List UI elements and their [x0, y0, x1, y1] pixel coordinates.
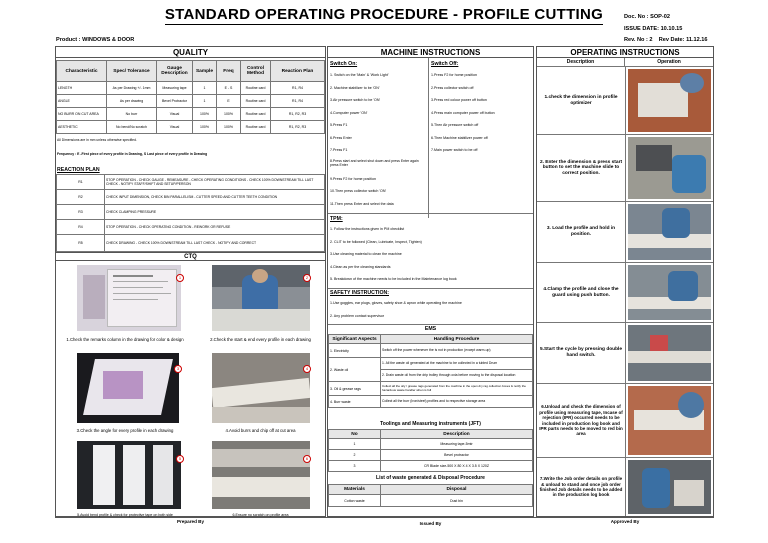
col-aspect: Significant Aspects — [329, 335, 381, 344]
operating-title: OPERATING INSTRUCTIONS — [537, 47, 713, 58]
prepared-by: Prepared By — [176, 519, 205, 524]
ctq-photo-scratch — [212, 441, 310, 509]
list-item: 1. Switch on the 'Main' & 'Work Light' — [330, 73, 389, 77]
col-reaction: Reaction Plan — [271, 61, 325, 82]
cell: 3. Oil & grease rags — [329, 382, 381, 396]
list-item: 6.Then Machine stabilizer power off — [431, 135, 488, 140]
cell: CR Blade size-500 X 80 X 4 X 3.5 X 120Z — [381, 461, 533, 472]
table-row — [329, 495, 533, 507]
ctq-caption-3: 3.Check the angle for every profile in each drawing — [76, 428, 174, 433]
col-control: Control Method — [241, 61, 271, 82]
list-item: 1.Use goggles, ear plugs, gloves, safety shoe & apron while operating the machine — [330, 301, 462, 305]
list-item: 2.Press collector switch off — [431, 85, 474, 90]
col-characteristic: Characteristic — [57, 61, 107, 82]
quality-header-row — [57, 61, 325, 82]
switch-off-list — [431, 69, 532, 157]
cell: Cotton waste — [329, 495, 381, 507]
operation-photo-5 — [628, 325, 711, 381]
col-procedure: Handling Procedure — [381, 335, 533, 344]
operation-photo-6 — [628, 386, 711, 455]
cell: 100% — [217, 108, 241, 121]
list-item: 2. Any problem contact supervisor — [330, 314, 385, 318]
list-item: 4.Computer power 'ON' — [330, 110, 368, 115]
cell: R1, R4 — [271, 82, 325, 95]
table-row — [57, 235, 325, 252]
ems-title: EMS — [328, 324, 533, 334]
list-item: 1. Follow the instructions given in PM checklist — [330, 227, 405, 231]
operating-step-7: 7.Write the Job order details on profile & unload to stand and once job order finished Job details needs to be added in the production log book — [539, 476, 623, 498]
list-item: 3.Press red colour power off button — [431, 98, 487, 102]
col-materials: Materials — [329, 485, 381, 495]
product-label: Product : WINDOWS & DOOR — [56, 37, 135, 43]
cell: As per Drawing +/- 1mm — [107, 82, 157, 95]
list-item: 4.Clean as per the cleaning standards — [330, 264, 391, 269]
table-row — [329, 344, 533, 358]
cell: 1 — [193, 95, 217, 108]
col-disposal: Disposal — [381, 485, 533, 495]
cell: R2 — [57, 190, 105, 205]
page-title: STANDARD OPERATING PROCEDURE - PROFILE CUTTING — [164, 6, 604, 23]
cell: E - S — [217, 82, 241, 95]
cell: 1. Electricity — [329, 344, 381, 358]
quality-table — [56, 60, 325, 134]
operating-panel — [536, 46, 714, 517]
cell: 100% — [193, 108, 217, 121]
tpm-title: TPM: — [330, 216, 343, 222]
table-row — [57, 175, 325, 190]
operation-photo-3 — [628, 204, 711, 260]
reaction-plan-title: REACTION PLAN — [57, 167, 100, 173]
ctq-photo-angle — [77, 353, 179, 423]
cell: CHECK INPUT DIMENSION, CHECK BIN PARALLELISM - CUTTER SPEED AND CUTTER TEETH CONDITION — [105, 190, 325, 205]
cell: CHECK CLAMPING PRESSURE — [105, 205, 325, 220]
ctq-caption-5: 5.Avoid bend profile & check for protective tape on both side — [77, 513, 173, 517]
ctq-badge-5: 5 — [176, 455, 184, 463]
revision-info: Rev. No : 2 Rev Date: 11.12.16 — [624, 37, 708, 43]
machine-title: MACHINE INSTRUCTIONS — [328, 47, 533, 58]
ctq-title: CTQ — [56, 252, 325, 261]
cell: No bend/No scratch — [107, 121, 157, 134]
cell: CHECK DRAWING - CHECK 100% DOWNSTREAM TILL LAST CHECK - NOTIFY AND CORRECT — [105, 235, 325, 252]
ctq-caption-4: 4.Avoid burrs and chip off at cut area — [225, 428, 296, 433]
cell: LENGTH — [57, 82, 107, 95]
approved-by: Approved By — [610, 519, 640, 524]
ctq-photo-burr — [212, 353, 310, 423]
ctq-photo-drawing — [77, 265, 181, 331]
operating-step-3: 3. Load the profile and hold in position. — [546, 226, 616, 237]
col-spec: Spec/ Tolerance — [107, 61, 157, 82]
table-row — [329, 439, 533, 450]
ctq-caption-1: 1.Check the remarks column in the drawing for color & design — [66, 337, 184, 342]
cell: R1, R4 — [271, 95, 325, 108]
cell: Dust bin — [381, 495, 533, 507]
ctq-photo-protective-tape — [77, 441, 181, 509]
list-item: 5.Then Air pressure switch off — [431, 123, 479, 127]
cell: Routine card — [241, 121, 271, 134]
col-sample: Sample — [193, 61, 217, 82]
table-row — [329, 450, 533, 461]
cell: Measuring tape — [157, 82, 193, 95]
list-item: 8.Press start and select shut down and press Enter again press Enter — [330, 158, 419, 167]
ctq-badge-4: 4 — [303, 365, 311, 373]
cell: 4. Burr waste — [329, 396, 381, 408]
issued-by: Issued By — [419, 521, 442, 526]
col-description: Description — [381, 430, 533, 439]
table-row — [57, 95, 325, 108]
operation-photo-2 — [628, 137, 711, 199]
switch-on-list — [330, 69, 427, 210]
tools-header-row — [329, 430, 533, 439]
list-item: 3.Air pressure switch to be 'ON' — [330, 98, 381, 102]
safety-title: SAFETY INSTRUCTION: — [330, 290, 389, 296]
cell: Bevel Protractor — [157, 95, 193, 108]
cell: No burr — [107, 108, 157, 121]
table-row — [57, 82, 325, 95]
table-row — [329, 461, 533, 472]
col-operation-header: Operation — [625, 58, 713, 67]
cell: 100% — [193, 121, 217, 134]
col-description-header: Description — [537, 58, 625, 67]
cell: E — [217, 95, 241, 108]
ctq-badge-3: 3 — [174, 365, 182, 373]
table-row — [57, 108, 325, 121]
operating-step-4: 4.Clamp the profile and close the guard using push button. — [543, 286, 619, 298]
cell: AESTHETIC — [57, 121, 107, 134]
list-item: 11.Then press Enter and select the data — [330, 201, 394, 206]
list-item: 5. Breakdown of the machine needs to be included in the Maintenance log book — [330, 277, 457, 282]
table-row — [57, 121, 325, 134]
table-row — [57, 190, 325, 205]
cell: R1, R2, R3 — [271, 108, 325, 121]
cell: Collect all the burr (Iron/steel) profiles and to respective storage area — [381, 396, 533, 408]
cell: R3 — [57, 205, 105, 220]
list-item: 10.Then press collector switch 'ON' — [330, 189, 387, 193]
col-freq: Freq — [217, 61, 241, 82]
ems-table — [328, 334, 533, 408]
switch-on-title: Switch On: — [330, 61, 358, 67]
table-row — [329, 396, 533, 408]
reaction-plan-table — [56, 174, 325, 252]
tools-table — [328, 429, 533, 472]
cell: 2. Drain waste oil from the drip trolley through oxia before moving to the disposal location — [381, 370, 533, 382]
cell: Routine card — [241, 108, 271, 121]
waste-title: List of waste generated & Disposal Procedure — [376, 475, 485, 481]
cell: 1. All the waste oil generated at the machine to be collected in a tubled Drum — [381, 358, 533, 370]
cell: Visual — [157, 121, 193, 134]
cell: NO BURR ON CUT AREA — [57, 108, 107, 121]
cell: ANGLE — [57, 95, 107, 108]
cell: Visual — [157, 108, 193, 121]
operating-step-1: 1.check the dimension in profile optimizer — [544, 94, 618, 106]
list-item: 7.Press F1 — [330, 148, 348, 152]
ctq-badge-1: 1 — [176, 274, 184, 282]
table-row — [329, 358, 533, 370]
waste-header-row — [329, 485, 533, 495]
cell: STOP OPERATION - CHECK OPERATING CONDITION - REWORK OR REFUSE — [105, 220, 325, 235]
cell: 1 — [193, 82, 217, 95]
ems-header-row — [329, 335, 533, 344]
ctq-badge-2: 2 — [303, 274, 311, 282]
quality-panel — [55, 46, 326, 517]
cell: 1 — [329, 439, 381, 450]
operation-photo-7 — [628, 460, 711, 514]
operation-photo-1 — [628, 69, 711, 132]
dimension-note: All Dimensions are in mm unless otherwise specified. — [57, 138, 137, 142]
cell: 2. Waste oil — [329, 358, 381, 382]
list-item: 2. Machine stabilizer to be 'ON' — [330, 85, 380, 90]
list-item: 2. CLIT to be followed (Clean, Lubricate, Inspect, Tighten) — [330, 239, 422, 244]
cell: Bevel protractor — [381, 450, 533, 461]
list-item: 6.Press Enter — [330, 135, 352, 140]
cell: R1 — [57, 175, 105, 190]
table-row — [329, 382, 533, 396]
doc-number: Doc. No : SOP-02 — [624, 14, 671, 20]
ctq-caption-6: 6.Ensure no scratch on profile area — [232, 513, 289, 517]
switch-off-title: Switch Off: — [431, 61, 459, 67]
tools-title: Toolings and Measuring instruments (JFT) — [380, 421, 481, 427]
cell: Routine card — [241, 95, 271, 108]
operating-step-6: 6.Unload and check the dimension of profile using measuring tape, Incase of rejection (IPR) occurred needs to be included in production log book and IPR parts needs to be moved to red bin area — [539, 404, 623, 437]
cell: 2 — [329, 450, 381, 461]
list-item: 7.Main power switch to be off — [431, 148, 478, 152]
frequency-note: Frequency : E -First piece of every profile in Drawing, S Last piece of every profile in Drawing — [57, 152, 208, 156]
list-item: 9.Press F2 for home position — [330, 176, 376, 181]
issue-date: ISSUE DATE: 10.10.15 — [624, 26, 683, 32]
cell: 100% — [217, 121, 241, 134]
cell: Routine card — [241, 82, 271, 95]
safety-list — [330, 297, 530, 323]
col-no: No — [329, 430, 381, 439]
ctq-photo-operator — [212, 265, 310, 331]
list-item: 1.Press F2 for home position — [431, 73, 477, 77]
cell: R4 — [57, 220, 105, 235]
cell: Switch off the power whenever the is not in production (except warm-up) — [381, 344, 533, 358]
col-gauge: Gauge Description — [157, 61, 193, 82]
cell: R1, R2, R3 — [271, 121, 325, 134]
operating-step-2: 2. Enter the dimension & press start button to set the machine slide to correct position. — [539, 159, 623, 176]
operating-step-5: 5.Start the cycle by pressing double hand switch. — [539, 347, 623, 358]
table-row — [57, 205, 325, 220]
waste-table — [328, 484, 533, 507]
list-item: 4.Press main computer power off button — [431, 110, 495, 115]
ctq-badge-6: 6 — [303, 455, 311, 463]
table-row — [57, 220, 325, 235]
tpm-list — [330, 223, 530, 286]
machine-panel — [327, 46, 534, 517]
operation-photo-4 — [628, 265, 711, 320]
cell: R5 — [57, 235, 105, 252]
quality-title: QUALITY — [56, 47, 325, 58]
cell: 3 — [329, 461, 381, 472]
list-item: 5.Press F1 — [330, 123, 348, 127]
cell: STOP OPERATION - CHECK GAUGE - REMEASURE - CHECK OPERATING CONDITIONS - CHECK 100% DOWNSTREAM TILL LAST CHECK - NOTIFY STAFF/SHIFT AND SETUP/PERSON — [105, 175, 325, 190]
ctq-caption-2: 2.Check the start & end every profile in each drawing — [210, 337, 311, 342]
cell: Measuring tape-5mtr — [381, 439, 533, 450]
list-item: 3.Use cleaning material to clean the machine — [330, 252, 402, 257]
cell: Collect all the oily / grease rags generated from the machine in the open dry rag collection boxes & notify the hazardous waste handler when is full — [381, 382, 533, 396]
cell: As per drawing — [107, 95, 157, 108]
